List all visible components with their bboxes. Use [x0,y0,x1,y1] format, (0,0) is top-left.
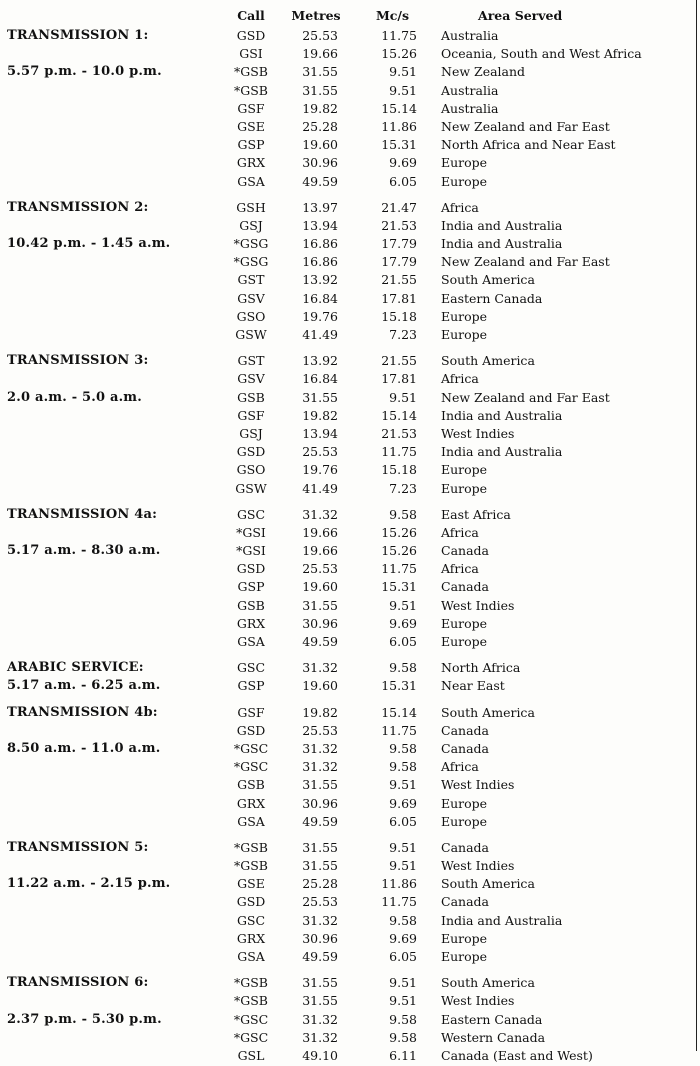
table-row [0,155,700,173]
metres-cell: 13.92 [302,272,338,288]
call-cell: GSA [237,173,265,189]
section-title: TRANSMISSION 3: [7,353,149,369]
mcs-cell: 9.51 [389,82,417,98]
call-cell: GSF [237,100,265,116]
metres-cell: 49.59 [302,173,338,189]
call-cell: GSP [237,137,265,153]
table-row [0,64,700,82]
mcs-cell: 6.11 [389,1047,417,1063]
area-cell: Europe [441,813,488,829]
mcs-cell: 9.51 [389,597,417,613]
call-cell: GSJ [239,425,263,441]
area-cell: Europe [441,480,488,496]
table-row [0,46,700,64]
call-cell: GSW [235,480,267,496]
metres-cell: 31.32 [302,660,338,676]
table-row [0,137,700,155]
call-cell: GSA [237,813,265,829]
call-cell: GSD [236,894,266,910]
call-cell: GRX [236,795,266,811]
area-cell: Western Canada [441,1029,546,1045]
area-cell: Africa [441,199,479,215]
area-cell: Eastern Canada [441,1011,543,1027]
area-cell: Europe [441,327,488,342]
area-cell: New Zealand and Far East [441,254,610,270]
call-cell: GST [237,272,265,288]
call-cell: GSC [236,660,266,676]
call-cell: GSF [237,704,265,720]
call-cell: *GSB [234,839,268,855]
area-cell: Europe [441,173,488,189]
area-cell: Australia [441,100,499,116]
table-row [0,814,700,832]
area-cell: Near East [441,678,505,694]
metres-cell: 49.59 [302,813,338,829]
section-time: 10.42 p.m. - 1.45 a.m. [7,236,171,252]
mcs-cell: 11.75 [381,722,417,738]
call-cell: GRX [236,615,266,631]
mcs-cell: 11.75 [381,28,417,43]
area-cell: Canada [441,894,489,910]
table-row [0,174,700,192]
metres-cell: 31.32 [302,506,338,522]
call-cell: GSA [237,634,265,649]
schedule-table [0,28,700,1066]
table-row [0,949,700,967]
schedule-section [0,200,700,346]
table-row [0,408,700,426]
table-row [0,254,700,272]
mcs-cell: 11.86 [381,876,417,892]
metres-cell: 31.55 [302,975,338,991]
metres-cell: 31.55 [302,858,338,874]
area-cell: Canada [441,579,489,595]
call-cell: GRX [236,930,266,946]
mcs-cell: 9.58 [389,912,417,928]
metres-cell: 19.60 [302,137,338,153]
mcs-cell: 7.23 [389,327,417,342]
schedule-section [0,28,700,192]
area-cell: New Zealand and Far East [441,118,610,134]
area-cell: Europe [441,308,488,324]
metres-cell: 16.86 [302,236,338,252]
mcs-cell: 11.86 [381,118,417,134]
call-cell: *GSG [233,254,269,270]
mcs-cell: 9.51 [389,839,417,855]
area-cell: India and Australia [441,407,563,423]
section-time: 8.50 a.m. - 11.0 a.m. [7,740,161,756]
call-cell: GSD [236,28,266,43]
area-cell: Europe [441,615,488,631]
mcs-cell: 15.18 [381,308,417,324]
metres-cell: 25.28 [302,876,338,892]
table-row [0,634,700,652]
mcs-cell: 9.51 [389,993,417,1009]
metres-cell: 41.49 [302,480,338,496]
area-cell: Canada [441,839,489,855]
area-cell: South America [441,975,535,991]
call-cell: GSJ [239,217,263,233]
mcs-cell: 9.69 [389,155,417,171]
mcs-cell: 9.58 [389,1011,417,1027]
call-cell: GSP [237,579,265,595]
table-row [0,462,700,480]
table-row [0,525,700,543]
mcs-cell: 9.58 [389,506,417,522]
area-cell: South America [441,353,535,369]
table-row [0,200,700,218]
schedule-section [0,840,700,967]
call-cell: *GSB [234,993,268,1009]
section-title: TRANSMISSION 4b: [7,704,158,720]
table-row [0,83,700,101]
area-cell: Europe [441,930,488,946]
area-cell: India and Australia [441,912,563,928]
table-row [0,119,700,137]
mcs-cell: 9.58 [389,1029,417,1045]
header-call: Call [237,8,265,23]
area-cell: Africa [441,759,479,775]
metres-cell: 13.92 [302,353,338,369]
section-title: TRANSMISSION 4a: [7,506,158,522]
call-cell: *GSI [236,543,266,559]
metres-cell: 30.96 [302,615,338,631]
mcs-cell: 9.51 [389,777,417,793]
section-title: TRANSMISSION 2: [7,199,149,215]
metres-cell: 49.59 [302,949,338,964]
area-cell: Oceania, South and West Africa [441,46,642,62]
mcs-cell: 15.26 [381,46,417,62]
table-row [0,272,700,290]
call-cell: *GSC [233,1029,269,1045]
area-cell: Europe [441,634,488,649]
metres-cell: 19.66 [302,46,338,62]
mcs-cell: 21.55 [381,272,417,288]
table-row [0,894,700,912]
call-cell: GSO [236,308,266,324]
area-cell: North Africa [441,660,521,676]
table-row [0,218,700,236]
metres-cell: 19.76 [302,308,338,324]
metres-cell: 19.76 [302,462,338,478]
mcs-cell: 11.75 [381,444,417,460]
metres-cell: 49.10 [302,1047,338,1063]
call-cell: GSE [237,876,265,892]
call-cell: GSL [237,1047,265,1063]
mcs-cell: 15.18 [381,462,417,478]
mcs-cell: 15.31 [381,137,417,153]
mcs-cell: 9.58 [389,740,417,756]
call-cell: GSP [237,678,265,694]
mcs-cell: 6.05 [389,949,417,964]
schedule-section [0,660,700,696]
section-title: TRANSMISSION 5: [7,839,149,855]
metres-cell: 19.82 [302,100,338,116]
call-cell: GSE [237,118,265,134]
metres-cell: 19.66 [302,543,338,559]
area-cell: Europe [441,795,488,811]
area-cell: Australia [441,82,499,98]
section-time: 11.22 a.m. - 2.15 p.m. [7,876,171,892]
metres-cell: 31.55 [302,839,338,855]
schedule-section [0,705,700,832]
call-cell: *GSC [233,759,269,775]
metres-cell: 16.86 [302,254,338,270]
mcs-cell: 9.69 [389,795,417,811]
area-cell: West Indies [441,993,515,1009]
call-cell: *GSB [234,82,268,98]
table-row [0,101,700,119]
mcs-cell: 17.81 [381,290,417,306]
call-cell: GSB [237,389,265,405]
table-row [0,507,700,525]
mcs-cell: 15.26 [381,543,417,559]
section-time: 5.57 p.m. - 10.0 p.m. [7,64,162,80]
table-row [0,660,700,678]
metres-cell: 25.28 [302,118,338,134]
mcs-cell: 9.51 [389,64,417,80]
mcs-cell: 15.31 [381,678,417,694]
table-row [0,543,700,561]
call-cell: *GSB [234,975,268,991]
column-headers [0,8,700,24]
metres-cell: 30.96 [302,155,338,171]
call-cell: GSV [237,371,265,387]
area-cell: New Zealand [441,64,526,80]
area-cell: South America [441,272,535,288]
area-cell: South America [441,876,535,892]
mcs-cell: 9.58 [389,660,417,676]
area-cell: Canada [441,740,489,756]
metres-cell: 30.96 [302,795,338,811]
area-cell: South America [441,704,535,720]
call-cell: GSF [237,407,265,423]
metres-cell: 31.55 [302,64,338,80]
area-cell: India and Australia [441,444,563,460]
metres-cell: 13.94 [302,425,338,441]
table-row [0,616,700,634]
area-cell: Europe [441,949,488,964]
metres-cell: 31.32 [302,1029,338,1045]
area-cell: Africa [441,524,479,540]
metres-cell: 25.53 [302,722,338,738]
table-row [0,444,700,462]
schedule-section [0,353,700,499]
mcs-cell: 15.26 [381,524,417,540]
header-metres: Metres [291,8,341,23]
call-cell: *GSI [236,524,266,540]
table-row [0,913,700,931]
metres-cell: 13.97 [302,199,338,215]
area-cell: North Africa and Near East [441,137,616,153]
metres-cell: 19.60 [302,678,338,694]
mcs-cell: 9.51 [389,389,417,405]
mcs-cell: 6.05 [389,634,417,649]
table-row [0,561,700,579]
mcs-cell: 21.47 [381,199,417,215]
area-cell: Africa [441,371,479,387]
metres-cell: 25.53 [302,444,338,460]
table-row [0,796,700,814]
area-cell: Africa [441,561,479,577]
section-time: 2.0 a.m. - 5.0 a.m. [7,389,142,405]
mcs-cell: 15.31 [381,579,417,595]
call-cell: GSD [236,561,266,577]
metres-cell: 49.59 [302,634,338,649]
mcs-cell: 15.14 [381,407,417,423]
mcs-cell: 9.69 [389,930,417,946]
table-row [0,426,700,444]
call-cell: GRX [236,155,266,171]
call-cell: GSV [237,290,265,306]
table-row [0,1012,700,1030]
table-row [0,858,700,876]
metres-cell: 19.82 [302,407,338,423]
mcs-cell: 11.75 [381,561,417,577]
section-time: 5.17 a.m. - 8.30 a.m. [7,543,161,559]
table-row [0,931,700,949]
metres-cell: 25.53 [302,561,338,577]
table-row [0,390,700,408]
mcs-cell: 17.81 [381,371,417,387]
area-cell: Canada [441,722,489,738]
mcs-cell: 15.14 [381,704,417,720]
call-cell: GSD [236,444,266,460]
metres-cell: 31.55 [302,82,338,98]
metres-cell: 16.84 [302,371,338,387]
table-row [0,28,700,46]
call-cell: GSH [236,199,266,215]
table-row [0,993,700,1011]
table-row [0,678,700,696]
table-row [0,1030,700,1048]
mcs-cell: 9.51 [389,858,417,874]
mcs-cell: 21.53 [381,217,417,233]
mcs-cell: 9.69 [389,615,417,631]
call-cell: *GSB [234,858,268,874]
table-row [0,327,700,345]
table-row [0,309,700,327]
section-title: ARABIC SERVICE: [7,660,144,676]
area-cell: Eastern Canada [441,290,543,306]
table-row [0,371,700,389]
area-cell: Europe [441,155,488,171]
mcs-cell: 9.51 [389,975,417,991]
call-cell: GSD [236,722,266,738]
table-row [0,759,700,777]
area-cell: West Indies [441,425,515,441]
area-cell: West Indies [441,858,515,874]
header-mcs: Mc/s [375,8,410,23]
area-cell: New Zealand and Far East [441,389,610,405]
call-cell: *GSG [233,236,269,252]
area-cell: East Africa [441,506,511,522]
mcs-cell: 6.05 [389,813,417,829]
mcs-cell: 6.05 [389,173,417,189]
metres-cell: 31.55 [302,389,338,405]
metres-cell: 31.55 [302,993,338,1009]
area-cell: Canada [441,543,489,559]
call-cell: GST [237,353,265,369]
area-cell: Europe [441,462,488,478]
metres-cell: 31.32 [302,1011,338,1027]
section-time: 5.17 a.m. - 6.25 a.m. [7,678,161,694]
table-row [0,777,700,795]
metres-cell: 19.60 [302,579,338,595]
metres-cell: 41.49 [302,327,338,342]
call-cell: GSB [237,597,265,613]
table-row [0,236,700,254]
metres-cell: 19.66 [302,524,338,540]
call-cell: GSC [236,912,266,928]
metres-cell: 31.32 [302,759,338,775]
mcs-cell: 17.79 [381,236,417,252]
metres-cell: 31.32 [302,912,338,928]
metres-cell: 31.32 [302,740,338,756]
metres-cell: 13.94 [302,217,338,233]
section-title: TRANSMISSION 6: [7,975,149,991]
mcs-cell: 21.53 [381,425,417,441]
call-cell: GSI [239,46,263,62]
section-time: 2.37 p.m. - 5.30 p.m. [7,1011,162,1027]
table-row [0,723,700,741]
call-cell: GSC [236,506,266,522]
metres-cell: 25.53 [302,28,338,43]
header-area-served: Area Served [478,8,563,23]
call-cell: *GSC [233,740,269,756]
mcs-cell: 15.14 [381,100,417,116]
mcs-cell: 9.58 [389,759,417,775]
table-row [0,291,700,309]
table-row [0,741,700,759]
table-row [0,840,700,858]
section-title: TRANSMISSION 1: [7,28,149,43]
table-row [0,598,700,616]
table-row [0,579,700,597]
call-cell: GSB [237,777,265,793]
table-row [0,481,700,499]
mcs-cell: 21.55 [381,353,417,369]
table-row [0,705,700,723]
call-cell: GSO [236,462,266,478]
call-cell: *GSB [234,64,268,80]
area-cell: India and Australia [441,236,563,252]
metres-cell: 25.53 [302,894,338,910]
metres-cell: 19.82 [302,704,338,720]
call-cell: *GSC [233,1011,269,1027]
call-cell: GSA [237,949,265,964]
table-row [0,876,700,894]
area-cell: West Indies [441,777,515,793]
call-cell: GSW [235,327,267,342]
table-row [0,353,700,371]
area-cell: Australia [441,28,499,43]
metres-cell: 30.96 [302,930,338,946]
schedule-section [0,975,700,1066]
mcs-cell: 11.75 [381,894,417,910]
mcs-cell: 7.23 [389,480,417,496]
metres-cell: 16.84 [302,290,338,306]
metres-cell: 31.55 [302,597,338,613]
metres-cell: 31.55 [302,777,338,793]
area-cell: West Indies [441,597,515,613]
area-cell: Canada (East and West) [441,1047,593,1063]
table-row [0,975,700,993]
schedule-section [0,507,700,653]
mcs-cell: 17.79 [381,254,417,270]
area-cell: India and Australia [441,217,563,233]
